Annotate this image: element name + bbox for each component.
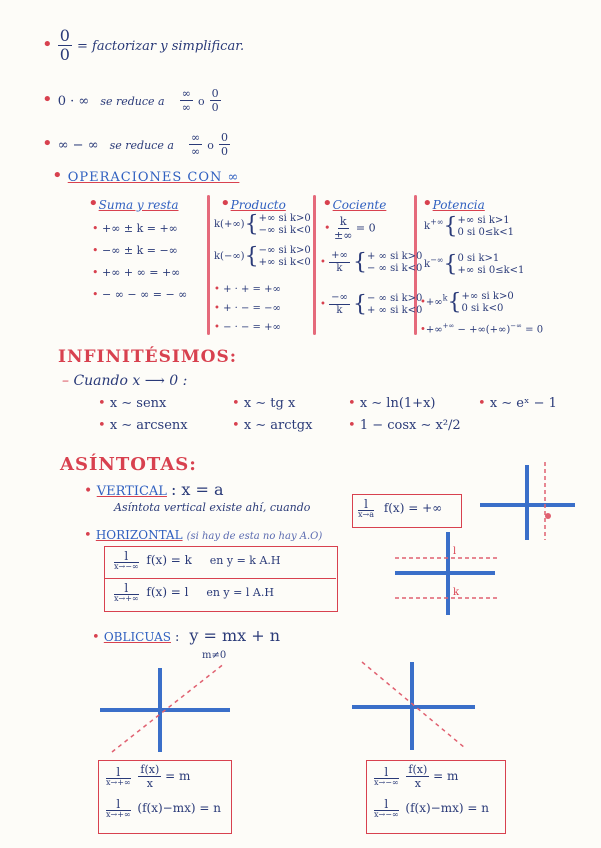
- frac-den: ∞: [181, 101, 191, 114]
- graph-label-k: k: [453, 587, 460, 598]
- operaciones-heading: • OPERACIONES CON ∞: [52, 165, 240, 186]
- separator-2: [313, 195, 316, 335]
- or-text: o: [197, 95, 205, 108]
- zero-over-zero: [210, 88, 221, 113]
- oblique-left-limit-2: l x→+∞ (f(x)−mx) = n: [106, 797, 221, 819]
- operaciones-title: OPERACIONES CON ∞: [67, 170, 240, 185]
- horizontal-label: HORIZONTAL: [95, 528, 183, 542]
- intro-line-2-left: 0 · ∞: [57, 94, 90, 109]
- producto-title: Producto: [230, 198, 286, 212]
- zero-over-zero: [58, 28, 72, 63]
- sign-rule: • + · + = +∞: [214, 284, 281, 295]
- oblique-right-limit-2: l x→−∞ (f(x)−mx) = n: [374, 797, 489, 819]
- infinitesimo-item: • x ∼ arctgx: [232, 418, 313, 433]
- infinitesimo-item: • 1 − cosx ∼ x²/2: [348, 418, 461, 433]
- suma-item: • +∞ + ∞ = +∞: [92, 266, 181, 279]
- cociente-title-row: •Cociente: [322, 193, 387, 214]
- oblique-right-limit-1: l x→−∞ $\frac{f(x)}{x}$ = m: [374, 763, 459, 790]
- producto-title-row: •Producto: [220, 193, 286, 214]
- suma-title: Suma y resta: [98, 198, 179, 212]
- sign-rule: • − · − = +∞: [214, 322, 281, 333]
- potencia-case-1: k+∞{+∞ si k>1 0 si 0≤k<1: [424, 214, 515, 239]
- frac-num: ∞: [181, 87, 191, 100]
- potencia-case-4: •+∞+∞ − +∞(+∞)−∞ = 0: [420, 322, 544, 336]
- frac-den: 0: [211, 101, 219, 114]
- producto-case-1: k(+∞){+∞ si k>0 −∞ si k<0: [214, 212, 311, 237]
- asintotas-title: ASÍNTOTAS:: [60, 454, 197, 475]
- suma-title-row: •Suma y resta: [88, 193, 179, 214]
- intro-line-2-text: se reduce a: [100, 95, 165, 108]
- oblicuas-cond: m≠0: [202, 650, 227, 661]
- infinitesimo-item: • x ∼ eˣ − 1: [478, 396, 557, 411]
- sign-rule: • + · − = −∞: [214, 303, 281, 314]
- frac-den: ∞: [191, 145, 201, 158]
- suma-item: • − ∞ − ∞ = − ∞: [92, 288, 188, 301]
- oblique-right-graph: [352, 662, 475, 750]
- or-text: o: [207, 139, 214, 152]
- infinitesimo-item: • x ∼ ln(1+x): [348, 396, 436, 411]
- cociente-title: Cociente: [332, 198, 387, 212]
- infinitesimo-item: • x ∼ arcsenx: [98, 418, 188, 433]
- cociente-case-2: • $\frac{+\infty}{k}$ {+ ∞ si k>0 − ∞ si k<0: [320, 250, 423, 275]
- producto-signs: [214, 280, 281, 337]
- zero-over-zero: [219, 132, 230, 157]
- vertical-text: Asíntota vertical existe ahí, cuando: [114, 501, 311, 514]
- intro-line-1: • $\frac{0}{0}$ = factorizar y simplificar.: [42, 26, 245, 64]
- horizontal-limit-1: l x→−∞ f(x) = k en y = k A.H: [114, 549, 281, 571]
- vertical-asymptote-graph: [480, 462, 575, 540]
- infinitesimo-item: • x ∼ senx: [98, 396, 167, 411]
- frac-num: 0: [211, 87, 219, 100]
- intro-line-2: • 0 · ∞ se reduce a $\frac{\infty}{\infty}$ o $\frac{0}{0}$: [42, 87, 219, 114]
- horizontal-note: (si hay de esta no hay A.O): [186, 531, 323, 542]
- intro-line-3-text: se reduce a: [109, 139, 174, 152]
- oblicuas-label: OBLICUAS: [103, 630, 171, 644]
- frac-num: ∞: [191, 131, 201, 144]
- infinitesimos-title: INFINITÉSIMOS:: [58, 347, 238, 367]
- oblicuas-row: • OBLICUAS : y = mx + n: [92, 626, 281, 645]
- frac-den: 0: [59, 45, 70, 64]
- oblique-left-limit-1: l x→+∞ $\frac{f(x)}{x}$ = m: [106, 763, 191, 790]
- graph-label-l: l: [453, 546, 457, 557]
- inf-over-inf: [189, 132, 202, 157]
- vertical-eq: : x = a: [170, 480, 224, 499]
- intro-line-3: • ∞ − ∞ se reduce a $\frac{\infty}{\infty}$ o $\frac{0}{0}$: [42, 131, 228, 158]
- suma-item: • −∞ ± k = −∞: [92, 244, 178, 257]
- horizontal-row: • HORIZONTAL (si hay de esta no hay A.O): [84, 528, 323, 543]
- inf-over-inf: [180, 88, 193, 113]
- oblicuas-eq: y = mx + n: [189, 626, 281, 645]
- infinitesimo-item: • x ∼ tg x: [232, 396, 296, 411]
- potencia-title-row: •Potencia: [422, 193, 485, 214]
- vertical-row: • VERTICAL : x = a: [84, 480, 224, 499]
- frac-den: 0: [221, 145, 228, 158]
- potencia-case-2: k−∞{0 si k>1 +∞ si 0≤k<1: [424, 252, 525, 277]
- horizontal-box-divider: [104, 578, 336, 579]
- cociente-case-1: • $\frac{k}{\pm\infty}$ = 0: [324, 215, 376, 242]
- potencia-case-3: •+∞$^k${+∞ si k>0 0 si k<0: [420, 290, 514, 315]
- cociente-case-3: • $\frac{-\infty}{k}$ {− ∞ si k>0 + ∞ si k<0: [320, 292, 423, 317]
- cuando-line: – Cuando x ⟶ 0 :: [62, 373, 188, 389]
- horizontal-asymptote-graph: [395, 532, 498, 615]
- frac-num: 0: [59, 26, 70, 45]
- suma-list: [92, 218, 187, 306]
- intro-line-1-text: = factorizar y simplificar.: [77, 39, 245, 54]
- separator-1: [207, 195, 210, 335]
- horizontal-limit-2: l x→+∞ f(x) = l en y = l A.H: [114, 581, 274, 603]
- intro-line-3-left: ∞ − ∞: [57, 138, 99, 153]
- potencia-title: Potencia: [432, 198, 485, 212]
- vertical-limit: l x→a f(x) = +∞: [358, 497, 443, 519]
- oblique-left-graph: [100, 663, 230, 752]
- producto-case-2: k(−∞){−∞ si k>0 +∞ si k<0: [214, 244, 311, 269]
- vertical-label: VERTICAL: [96, 484, 167, 499]
- suma-item: • +∞ ± k = +∞: [92, 222, 178, 235]
- frac-num: 0: [221, 131, 228, 144]
